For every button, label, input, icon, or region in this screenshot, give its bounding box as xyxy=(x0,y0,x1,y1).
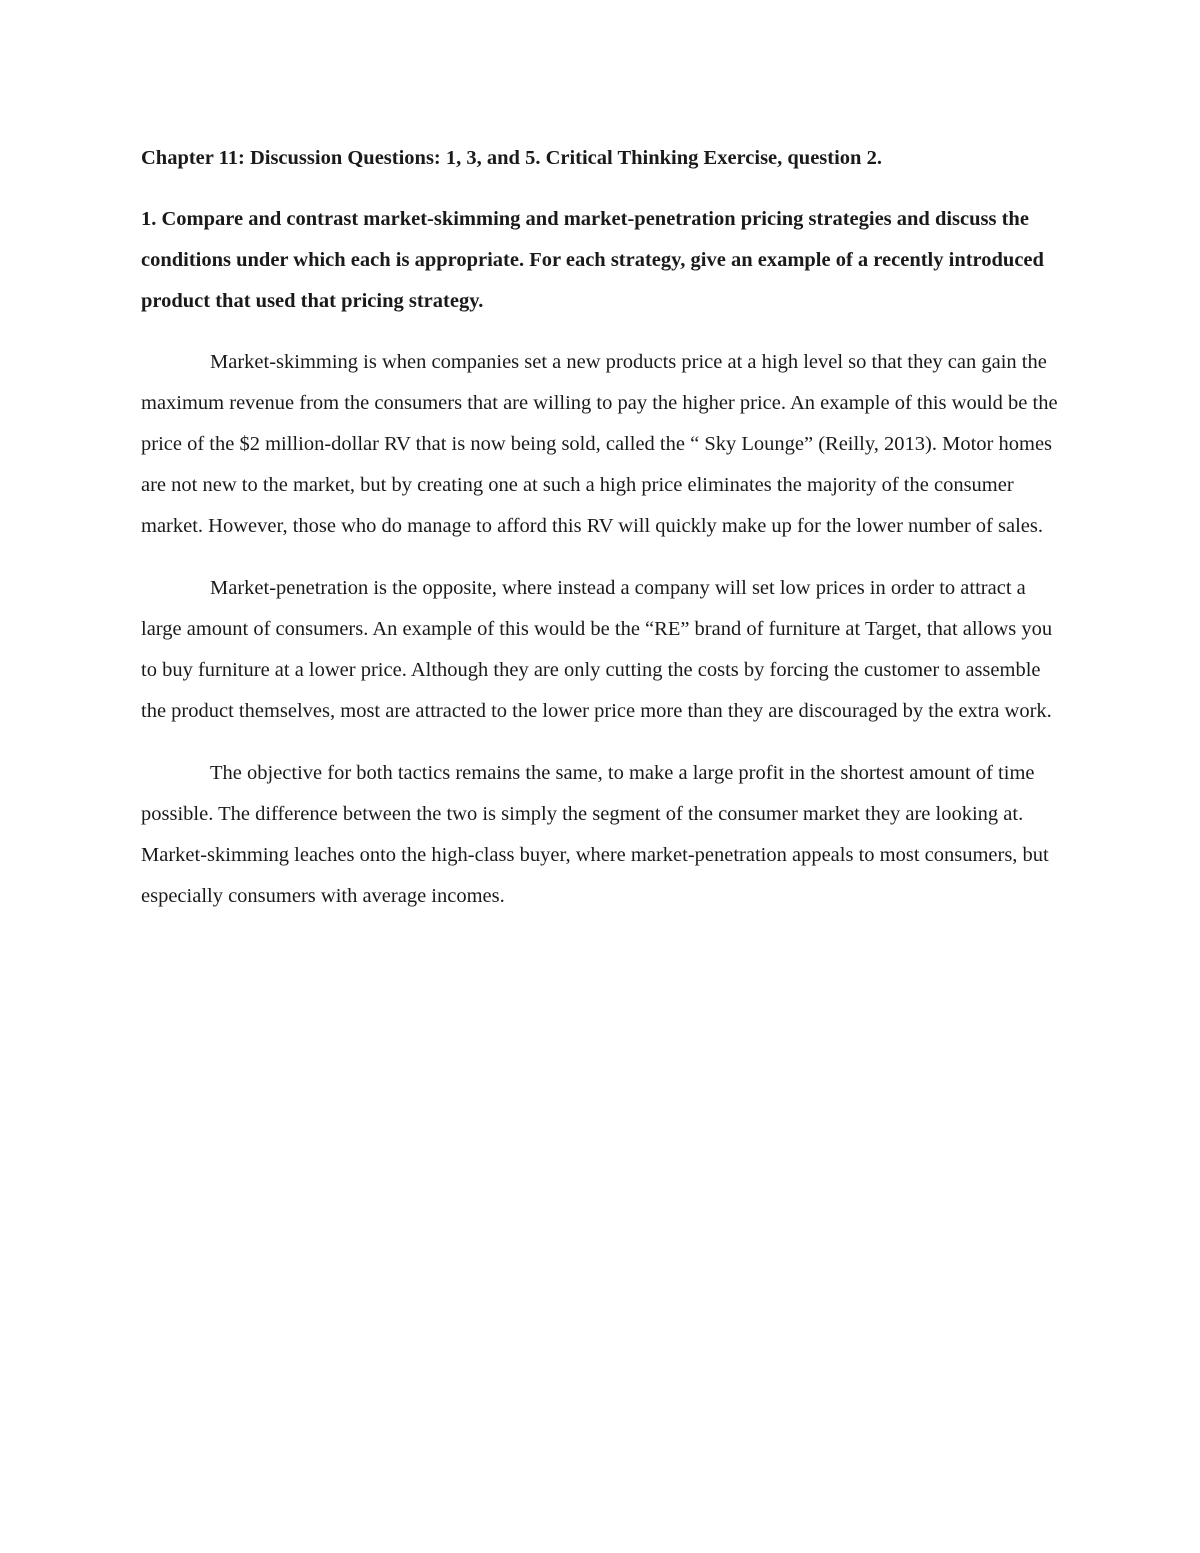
question-prompt: 1. Compare and contrast market-skimming and market-penetration pricing strategies and discuss the conditions under which each is appropriate. For each strategy, give an example of a recently introduced product that used that pricing strategy. xyxy=(141,208,1044,312)
document-heading: Chapter 11: Discussion Questions: 1, 3, and 5. Critical Thinking Exercise, question 2. xyxy=(141,147,882,169)
answer-paragraph-comparison: The objective for both tactics remains the same, to make a large profit in the shortest amount of time possible. The difference between the two is simply the segment of the consumer market they are looking at. Market-skimming leaches onto the high-class buyer, where market-penetration appeals to most consumers, but especially consumers with average incomes. xyxy=(141,762,1049,907)
answer-paragraph-penetration: Market-penetration is the opposite, where instead a company will set low prices in order to attract a large amount of consumers. An example of this would be the “RE” brand of furniture at Target, that allows you to buy furniture at a lower price. Although they are only cutting the costs by forcing the customer to assemble the product themselves, most are attracted to the lower price more than they are discouraged by the extra work. xyxy=(141,577,1053,722)
document-body xyxy=(141,138,1061,938)
answer-paragraph-skimming: Market-skimming is when companies set a new products price at a high level so that they can gain the maximum revenue from the consumers that are willing to pay the higher price. An example of this would be the price of the $2 million-dollar RV that is now being sold, called the “ Sky Lounge” (Reilly, 2013). Motor homes are not new to the market, but by creating one at such a high price eliminates the majority of the consumer market. However, those who do manage to afford this RV will quickly make up for the lower number of sales. xyxy=(141,351,1058,537)
